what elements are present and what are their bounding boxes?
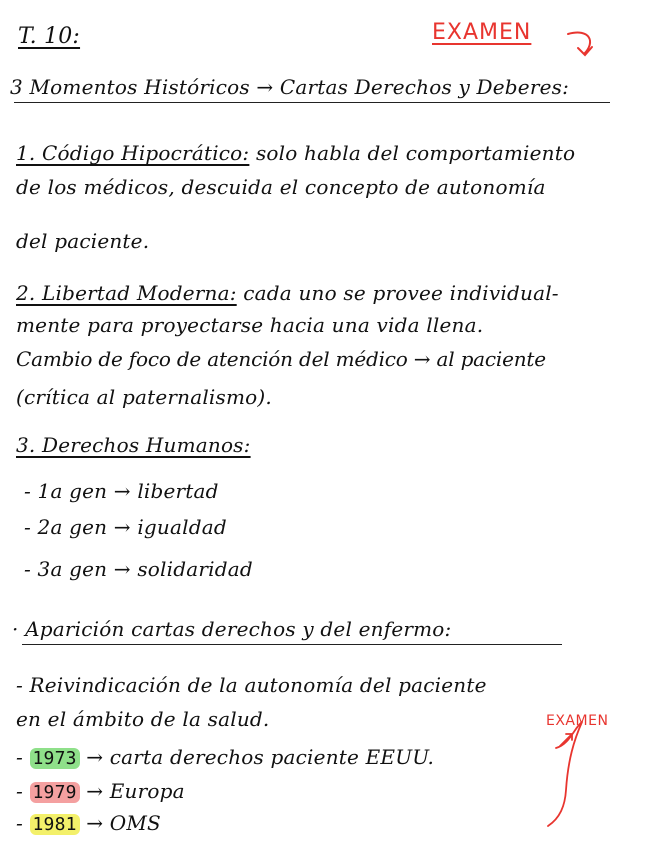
section-heading-text: 3 Momentos Históricos → Cartas Derechos y Deberes:	[10, 75, 570, 99]
item-2-line-4: (crítica al paternalismo).	[16, 385, 272, 409]
item-1-line-3: del paciente.	[16, 229, 150, 253]
date-text-2: → Europa	[86, 779, 185, 803]
date-year-1979: 1979	[30, 782, 80, 803]
appearance-heading: · Aparición cartas derechos y del enfermo:	[12, 617, 452, 641]
exam-tag-bottom: EXAMEN	[546, 713, 609, 729]
exam-tag-top: EXAMEN	[432, 20, 532, 45]
date-year-1973: 1973	[30, 748, 80, 769]
exam-brace	[548, 722, 582, 826]
exam-arrow-bottom	[560, 734, 572, 746]
gen-item-2: - 2a gen → igualdad	[24, 515, 227, 539]
page-title: T. 10:	[18, 24, 81, 49]
date-year-1981: 1981	[30, 814, 80, 835]
exam-arrow-top	[568, 33, 592, 55]
gen-item-1: - 1a gen → libertad	[24, 479, 219, 503]
date-text-3: → OMS	[86, 811, 161, 835]
item-2-title: 2. Libertad Moderna:	[16, 281, 237, 305]
gen-item-3: - 3a gen → solidaridad	[24, 557, 253, 581]
item-2-line-2: mente para proyectarse hacia una vida llena.	[16, 313, 484, 337]
date-text-1: → carta derechos paciente EEUU.	[86, 745, 435, 769]
item-2-text-1: cada uno se provee individual-	[243, 281, 559, 305]
item-1-line-2: de los médicos, descuida el concepto de autonomía	[16, 175, 546, 199]
appearance-line-2: en el ámbito de la salud.	[16, 707, 270, 731]
date-dash: -	[16, 745, 30, 769]
item-1-title: 1. Código Hipocrático:	[16, 141, 250, 165]
date-dash: -	[16, 811, 30, 835]
item-2-line-3: Cambio de foco de atención del médico → al paciente	[16, 347, 546, 371]
date-dash: -	[16, 779, 30, 803]
item-1-text-1: solo habla del comportamiento	[255, 141, 576, 165]
appearance-line-1: - Reivindicación de la autonomía del paciente	[16, 673, 487, 697]
item-3-title: 3. Derechos Humanos:	[16, 433, 251, 457]
